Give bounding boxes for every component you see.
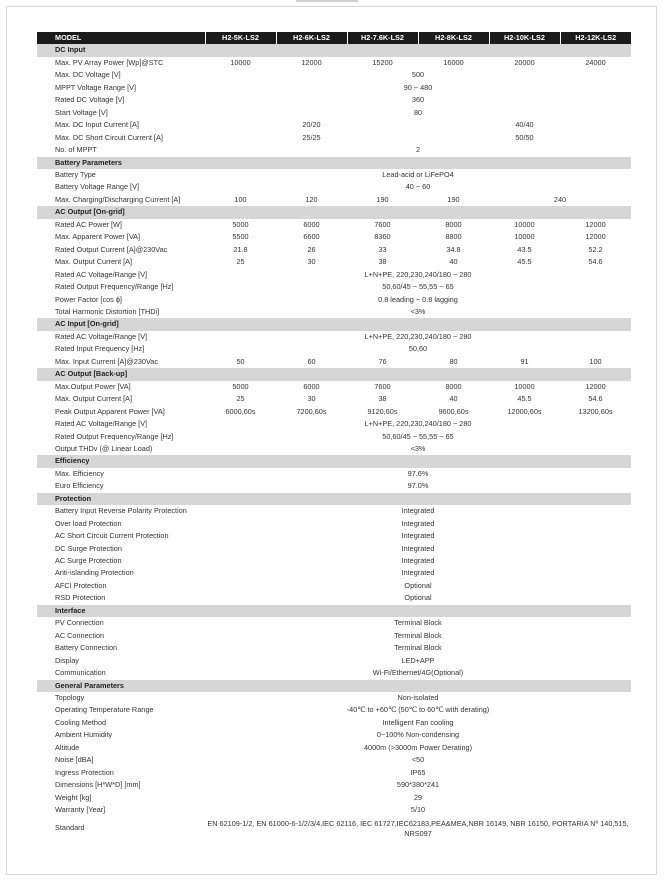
spec-row [37,505,631,517]
spec-label: Anti-islanding Protection [55,568,134,578]
spec-label: Warranty [Year] [55,805,106,815]
spec-row [37,381,631,393]
spec-row [37,356,631,368]
spec-label: Peak Output Apparent Power [VA] [55,406,165,416]
section-header-row [37,44,631,56]
spec-row [37,169,631,181]
spec-label: Max. Output Current [A] [55,394,133,404]
spec-row [37,231,631,243]
spec-row [37,817,631,841]
spec-value: 16000 [443,57,464,67]
spec-label: Max. DC Short Circuit Current [A] [55,132,163,142]
spec-value: 50 [236,356,245,366]
spec-label: AC Connection [55,630,105,640]
spec-value: 100 [589,356,602,366]
spec-value: LED+APP [401,655,435,665]
spec-value: 30 [307,394,316,404]
spec-row [37,57,631,69]
spec-label: Rated DC Voltage [V] [55,95,125,105]
spec-row [37,754,631,766]
spec-row [37,742,631,754]
spec-value: 5000 [232,381,249,391]
spec-value: 9600,60s [438,406,469,416]
spec-label: Max. Input Current [A]@230Vac [55,356,158,366]
spec-value: 20000 [514,57,535,67]
spec-row [37,729,631,741]
spec-row [37,331,631,343]
header-h2-7-6k: H2-7.6K-LS2 [347,32,418,44]
section-title: AC Input [On-grid] [37,318,631,330]
spec-value: Integrated [401,531,435,541]
spec-value: 5500 [232,232,249,242]
spec-value: 97.0% [407,481,429,491]
spec-value: 38 [378,394,387,404]
spec-value: 5000 [232,219,249,229]
spec-value: 9120,60s [367,406,398,416]
spec-value: 91 [520,356,529,366]
spec-row [37,343,631,355]
spec-label: Total Harmonic Distortion [THDi] [55,306,160,316]
spec-label: Max. PV Array Power [Wp]@STC [55,57,164,67]
section-title: Interface [37,605,631,617]
spec-value: 2 [415,145,421,155]
spec-value: 8360 [374,232,391,242]
spec-row [37,393,631,405]
spec-value: 0~100% Non-condensing [376,730,460,740]
spec-label: MPPT Voltage Range [V] [55,82,136,92]
spec-row [37,294,631,306]
spec-value: 25/25 [302,132,321,142]
spec-label: Max. Charging/Discharging Current [A] [55,194,181,204]
spec-value: 12000 [585,232,606,242]
spec-label: Max. DC Input Current [A] [55,120,139,130]
spec-value: 8800 [445,232,462,242]
spec-label: AC Surge Protection [55,556,122,566]
spec-row [37,580,631,592]
spec-label: Power Factor [cos ϕ] [55,294,122,304]
spec-value: 6000 [303,219,320,229]
spec-row [37,306,631,318]
spec-value: Wi-Fi/Ethernet/4G(Optional) [372,668,464,678]
spec-label: Operating Temperature Range [55,705,154,715]
section-title: Battery Parameters [37,157,631,169]
spec-label: Topology [55,693,85,703]
header-model: MODEL [37,32,205,44]
spec-value: 24000 [585,57,606,67]
spec-value: 6000,60s [225,406,256,416]
spec-label: Standard [55,823,85,833]
header-row [37,32,631,44]
spec-value: 500 [411,70,425,80]
spec-row [37,543,631,555]
spec-value: 190 [376,194,389,204]
spec-label: Cooling Method [55,717,107,727]
spec-label: Max.Output Power [VA] [55,381,131,391]
spec-value: 80 [449,356,458,366]
spec-value: IP65 [410,767,426,777]
spec-row [37,144,631,156]
spec-value: 34.8 [446,244,461,254]
spec-value: 8000 [445,381,462,391]
spec-row [37,181,631,193]
spec-label: Max. Apparent Power [VA] [55,232,141,242]
spec-row [37,530,631,542]
spec-value: Terminal Block [394,630,442,640]
spec-value: 80 [413,107,423,117]
spec-label: Communication [55,668,106,678]
spec-row [37,269,631,281]
spec-value: 43.5 [517,244,532,254]
spec-row [37,804,631,816]
spec-value: 29 [413,792,423,802]
spec-label: DC Surge Protection [55,543,122,553]
spec-label: Rated Input Frequency [Hz] [55,344,145,354]
spec-value: -40℃ to +60℃ (50℃ to 60℃ with derating) [346,705,490,715]
spec-value: 360 [411,95,425,105]
section-title: Protection [37,493,631,505]
spec-value: 190 [447,194,460,204]
spec-value: EN 62109-1/2, EN 61000-6-1/2/3/4,IEC 62116, IEC 61727,IEC62183,PEA&MEA,NBR 16149, NBR 16150, PORTARIA Nº 140,515, NRS097 [207,818,629,838]
spec-value: 10000 [230,57,251,67]
spec-value: 52.2 [588,244,603,254]
spec-row [37,418,631,430]
header-h2-5k: H2-5K-LS2 [205,32,276,44]
spec-label: Rated AC Voltage/Range [V] [55,269,148,279]
spec-label: Ambient Humidity [55,730,113,740]
spec-label: No. of MPPT [55,145,97,155]
spec-value: 60 [307,356,316,366]
spec-label: Altitude [55,742,80,752]
spec-label: Battery Input Reverse Polarity Protection [55,506,187,516]
spec-row [37,443,631,455]
section-title: Efficiency [37,455,631,467]
section-header-row [37,318,631,330]
spec-label: Rated Output Frequency/Range [Hz] [55,431,174,441]
spec-value: 7600 [374,381,391,391]
spec-value: 10000 [514,232,535,242]
spec-value: 26 [307,244,316,254]
section-header-row [37,605,631,617]
spec-value: 6600 [303,232,320,242]
section-header-row [37,157,631,169]
spec-label: Over load Protection [55,518,122,528]
spec-value: 5/10 [410,805,426,815]
spec-value: 8000 [445,219,462,229]
spec-value: Lead-acid or LiFePO4 [382,169,454,179]
spec-body [37,44,631,840]
spec-row [37,219,631,231]
spec-value: 20/20 [302,120,321,130]
spec-value: 120 [305,194,318,204]
spec-row [37,767,631,779]
spec-label: Output THDv (@ Linear Load) [55,443,153,453]
spec-value: <3% [410,306,426,316]
spec-value: 12000 [301,57,322,67]
spec-row [37,717,631,729]
section-header-row [37,368,631,380]
spec-value: 12000 [585,381,606,391]
spec-value: Terminal Block [394,618,442,628]
spec-value: Integrated [401,556,435,566]
spec-label: Ingress Protection [55,767,114,777]
spec-row [37,792,631,804]
spec-label: Dimensions [H*W*D] [mm] [55,780,141,790]
spec-value: Integrated [401,543,435,553]
spec-row [37,655,631,667]
spec-row [37,704,631,716]
spec-value: 90 ~ 480 [403,82,433,92]
spec-value: 76 [378,356,387,366]
spec-value: 54.6 [588,257,603,267]
section-title: AC Output [Back-up] [37,368,631,380]
spec-value: Optional [404,580,432,590]
section-title: AC Output [On-grid] [37,206,631,218]
spec-table [37,32,631,841]
spec-row [37,244,631,256]
spec-value: Integrated [401,506,435,516]
spec-label: Rated AC Power [W] [55,219,122,229]
spec-row [37,82,631,94]
spec-value: 21.8 [233,244,248,254]
spec-label: AC Short Circuit Current Protection [55,531,169,541]
spec-label: Rated Output Frequency/Range [Hz] [55,282,174,292]
spec-label: Battery Voltage Range [V] [55,182,139,192]
spec-row [37,281,631,293]
section-header-row [37,455,631,467]
spec-value: 33 [378,244,387,254]
spec-label: Rated AC Voltage/Range [V] [55,331,148,341]
spec-row [37,194,631,206]
spec-value: 7600 [374,219,391,229]
spec-label: Rated AC Voltage/Range [V] [55,419,148,429]
section-header-row [37,206,631,218]
spec-value: 97.6% [407,468,429,478]
spec-value: 54.6 [588,394,603,404]
spec-value: 45.5 [517,257,532,267]
spec-value: 30 [307,257,316,267]
spec-row [37,431,631,443]
spec-label: Rated Output Current [A]@230Vac [55,244,168,254]
spec-value: 50,60/45 ~ 55,55 ~ 65 [382,282,454,292]
spec-value: 10000 [514,381,535,391]
spec-row [37,592,631,604]
spec-row [37,667,631,679]
section-title: General Parameters [37,680,631,692]
spec-value: 6000 [303,381,320,391]
spec-label: Display [55,655,79,665]
spec-value: 4000m (>3000m Power Derating) [363,742,473,752]
spec-row [37,567,631,579]
spec-row [37,779,631,791]
spec-label: AFCI Protection [55,580,107,590]
spec-row [37,69,631,81]
spec-label: Battery Connection [55,643,118,653]
spec-value: 25 [236,257,245,267]
spec-row [37,692,631,704]
spec-label: Max. Output Current [A] [55,257,133,267]
spec-row [37,107,631,119]
spec-label: PV Connection [55,618,104,628]
spec-value: 240 [553,194,567,204]
spec-row [37,555,631,567]
spec-value: 12000 [585,219,606,229]
spec-row [37,119,631,131]
spec-value: 50/50 [515,132,534,142]
spec-value: <3% [410,443,426,453]
spec-label: Battery Type [55,169,96,179]
section-title: DC Input [37,44,631,56]
spec-row [37,256,631,268]
spec-value: 7200,60s [296,406,327,416]
spec-value: 40 ~ 60 [405,182,431,192]
spec-value: 10000 [514,219,535,229]
spec-value: 12000,60s [507,406,542,416]
spec-value: 45.5 [517,394,532,404]
spec-value: 590*380*241 [396,780,440,790]
header-h2-8k: H2-8K-LS2 [418,32,489,44]
spec-row [37,480,631,492]
spec-value: 50,60 [408,344,428,354]
spec-row [37,642,631,654]
spec-label: Weight [kg] [55,792,92,802]
header-h2-12k: H2-12K-LS2 [560,32,631,44]
spec-value: Integrated [401,568,435,578]
spec-value: 38 [378,257,387,267]
section-header-row [37,680,631,692]
spec-value: 0.8 leading ~ 0.8 lagging [378,294,458,304]
spec-value: Integrated [401,518,435,528]
spec-value: Non-isolated [397,693,439,703]
spec-label: Max. Efficiency [55,468,104,478]
header-h2-10k: H2-10K-LS2 [489,32,560,44]
spec-value: L+N+PE, 220,230,240/180 ~ 280 [364,419,472,429]
spec-value: 40/40 [515,120,534,130]
spec-label: RSD Protection [55,593,106,603]
spec-value: Terminal Block [394,643,442,653]
spec-value: 100 [234,194,247,204]
spec-value: 13200,60s [578,406,613,416]
spec-value: 50,60/45 ~ 55,55 ~ 65 [382,431,454,441]
spec-value: Optional [404,593,432,603]
spec-row [37,518,631,530]
spec-row [37,468,631,480]
spec-value: L+N+PE, 220,230,240/180 ~ 280 [364,269,472,279]
spec-label: Max. DC Voltage [V] [55,70,121,80]
spec-value: L+N+PE, 220,230,240/180 ~ 280 [364,331,472,341]
spec-value: <50 [411,755,425,765]
spec-value: 25 [236,394,245,404]
top-edge-marker [296,0,358,2]
spec-row [37,94,631,106]
spec-row [37,132,631,144]
spec-label: Euro Efficiency [55,481,104,491]
spec-value: Intelligent Fan cooling [382,717,454,727]
spec-label: Noise [dBA] [55,755,94,765]
spec-value: 40 [449,257,458,267]
spec-row [37,406,631,418]
section-header-row [37,493,631,505]
spec-value: 40 [449,394,458,404]
spec-label: Start Voltage [V] [55,107,108,117]
spec-row [37,617,631,629]
spec-row [37,630,631,642]
header-h2-6k: H2-6K-LS2 [276,32,347,44]
spec-value: 15200 [372,57,393,67]
